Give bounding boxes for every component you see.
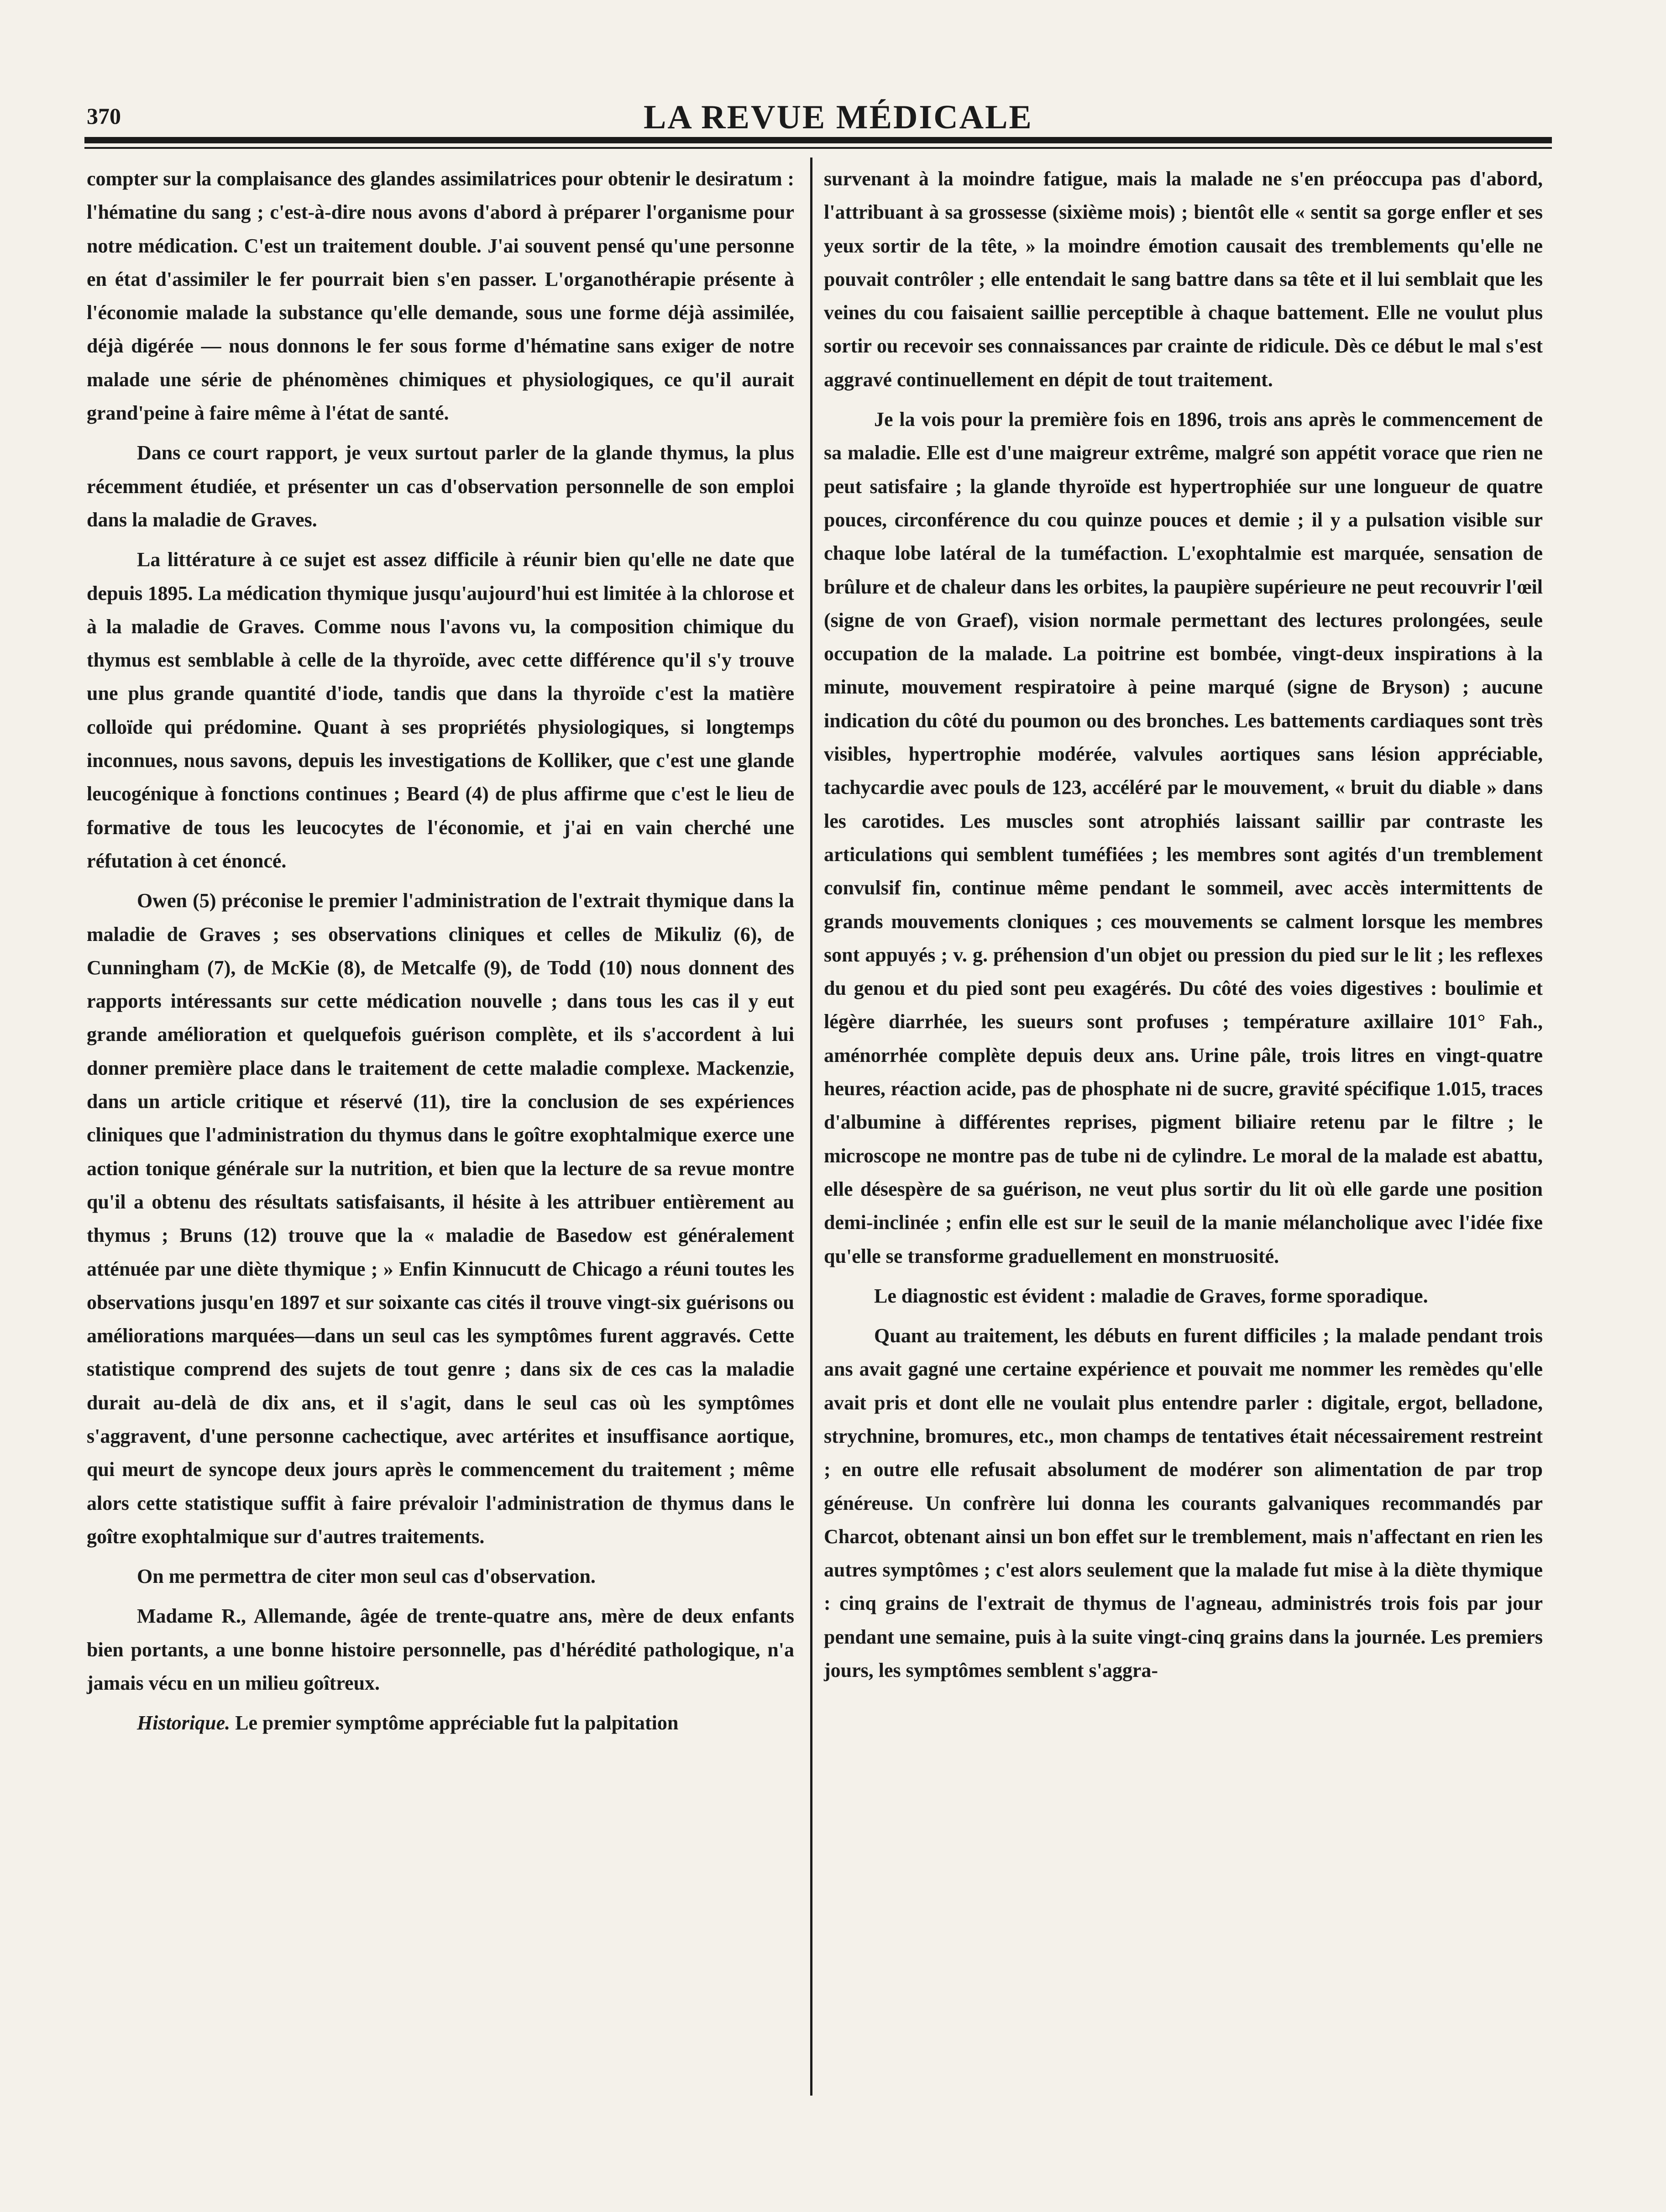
paragraph: Dans ce court rapport, je veux surtout parler de la glande thymus, la plus récemment étudiée, et présenter un cas d'observation personnelle de son emploi dans la maladie de Graves. (87, 441, 794, 531)
paragraph: survenant à la moindre fatigue, mais la malade ne s'en préoccupa pas d'abord, l'attribuant à sa grossesse (sixième mois) ; bientôt elle « sentit sa gorge enfler et ses yeux sortir de la tête, » la moindre émotion causait des tremblements qu'elle ne pouvait contrôler ; elle entendait le sang battre dans sa tête et il lui semblait que les veines du cou faisaient saillie perceptible à chaque battement. Elle ne voulut plus sortir ou recevoir ses connaissances par crainte de ridicule. Dès ce début le mal s'est aggravé continuellement en dépit de tout traitement. (824, 168, 1543, 391)
running-title: LA REVUE MÉDICALE (644, 99, 1033, 136)
paragraph: La littérature à ce sujet est assez difficile à réunir bien qu'elle ne date que depuis 1895. La médication thymique jusqu'aujourd'hui est limitée à la chlorose et à la maladie de Graves. Comme nous l'avons vu, la composition chimique du thymus est semblable à celle de la thyroïde, avec cette différence qu'il s'y trouve une plus grande quantité d'iode, tandis que dans la thyroïde c'est la matière colloïde qui prédomine. Quant à ses propriétés physiologiques, si longtemps inconnues, nous savons, depuis les investigations de Kolliker, que c'est une glande leucogénique à fonctions continues ; Beard (4) de plus affirme que c'est le lieu de formative de tous les leucocytes de l'économie, et j'ai en vain cherché une réfutation à cet énoncé. (87, 548, 794, 872)
header-rule-thick (84, 137, 1552, 143)
paragraph: compter sur la complaisance des glandes assimilatrices pour obtenir le desiratum : l'hématine du sang ; c'est-à-dire nous avons d'abord à préparer l'organisme pour notre médication. C'est un traitement double. J'ai souvent pensé qu'une personne en état d'assimiler le fer pourrait bien s'en passer. L'organothérapie présente à l'économie malade la substance qu'elle demande, sous une forme déjà assimilée, déjà digérée — nous donnons le fer sous forme d'hématine sans exiger de notre malade une série de phénomènes chimiques et physiologiques, ce qu'il aurait grand'peine à faire même à l'état de santé. (87, 168, 794, 425)
paragraph: On me permettra de citer mon seul cas d'observation. (137, 1565, 596, 1588)
paragraph: Owen (5) préconise le premier l'administration de l'extrait thymique dans la maladie de Graves ; ses observations cliniques et celles de Mikuliz (6), de Cunningham (7), de McKie (8), de Metcalfe (9), de Todd (10) nous donnent des rapports intéressants sur cette médication nouvelle ; dans tous les cas il y eut grande amélioration et quelquefois guérison complète, et ils s'accordent à lui donner première place dans le traitement de cette maladie complexe. Mackenzie, dans un article critique et réservé (11), tire la conclusion de ses expériences cliniques que l'administration du thymus dans le goître exophtalmique exerce une action tonique générale sur la nutrition, et bien que la lecture de sa revue montre qu'il a obtenu des résultats satisfaisants, il hésite à les attribuer entièrement au thymus ; Bruns (12) trouve que la « maladie de Basedow est généralement atténuée par une diète thymique ; » Enfin Kinnucutt de Chicago a réuni toutes les observations jusqu'en 1897 et sur soixante cas cités il trouve vingt-six guérisons ou améliorations marquées—dans un seul cas les symptômes furent aggravés. Cette statistique comprend des sujets de tout genre ; dans six de ces cas la maladie durait au-delà de dix ans, et il s'agit, dans le seul cas où les symptômes s'aggravent, d'une personne cachectique, avec artérites et insuffisance aortique, qui meurt de syncope deux jours après le commencement du traitement ; même alors cette statistique suffit à faire prévaloir l'administration de thymus dans le goître exophtalmique sur d'autres traitements. (87, 889, 794, 1548)
column-divider (810, 158, 812, 2096)
paragraph: Le diagnostic est évident : maladie de Graves, forme sporadique. (874, 1284, 1428, 1307)
page-header (87, 98, 1552, 135)
paragraph-lead: Historique. (137, 1712, 231, 1734)
paragraph (87, 1706, 794, 1739)
right-column (824, 162, 1543, 1693)
header-rule-thin (84, 147, 1552, 149)
paragraph: Madame R., Allemande, âgée de trente-quatre ans, mère de deux enfants bien portants, a une bonne histoire personnelle, pas d'hérédité pathologique, n'a jamais vécu en un milieu goîtreux. (87, 1605, 794, 1695)
paragraph: Quant au traitement, les débuts en furent difficiles ; la malade pendant trois ans avait gagné une certaine expérience et pouvait me nommer les remèdes qu'elle avait pris et dont elle ne voulait plus entendre parler : digitale, ergot, belladone, strychnine, bromures, etc., mon champs de tentatives était nécessairement restreint ; en outre elle refusait absolument de modérer son alimentation de par trop généreuse. Un confrère lui donna les courants galvaniques recommandés par Charcot, obtenant ainsi un bon effet sur le tremblement, mais n'affectant en rien les autres symptômes ; c'est alors seulement que la malade fut mise à la diète thymique : cinq grains de l'extrait de thymus de l'agneau, administrés trois fois par jour pendant une semaine, puis à la suite vingt-cinq grains dans la journée. Les premiers jours, les symptômes semblent s'aggra- (824, 1324, 1543, 1682)
paragraph-text: Le premier symptôme appréciable fut la palpitation (230, 1712, 679, 1734)
page-number: 370 (87, 103, 121, 129)
paragraph: Je la vois pour la première fois en 1896, trois ans après le commencement de sa maladie. Elle est d'une maigreur extrême, malgré son appétit vorace que rien ne peut satisfaire ; la glande thyroïde est hypertrophiée sur une longueur de quatre pouces, circonférence du cou quinze pouces et demie ; il y a pulsation visible sur chaque lobe latéral de la tuméfaction. L'exophtalmie est marquée, sensation de brûlure et de chaleur dans les orbites, la paupière supérieure ne peut recouvrir l'œil (signe de von Graef), vision normale permettant des lectures prolongées, seule occupation de la malade. La poitrine est bombée, vingt-deux inspirations à la minute, mouvement respiratoire à peine marqué (signe de Bryson) ; aucune indication du côté du poumon ou des bronches. Les battements cardiaques sont très visibles, hypertrophie modérée, valvules aortiques sans lésion appréciable, tachycardie avec pouls de 123, accéléré par le mouvement, « bruit du diable » dans les carotides. Les muscles sont atrophiés laissant saillir par contraste les articulations qui semblent tuméfiées ; les membres sont agités d'un tremblement convulsif fin, continue même pendant le sommeil, avec accès intermittents de grands mouvements cloniques ; ces mouvements se calment lorsque les membres sont appuyés ; v. g. préhension d'un objet ou pression du pied sur le lit ; les reflexes du genou et du pied sont peu exagérés. Du côté des voies digestives : boulimie et légère diarrhée, les sueurs sont profuses ; température axillaire 101° Fah., aménorrhée complète depuis deux ans. Urine pâle, trois litres en vingt-quatre heures, réaction acide, pas de phosphate ni de sucre, gravité spécifique 1.015, traces d'albumine à différentes reprises, pigment biliaire retenu par le filtre ; le microscope ne montre pas de tube ni de cylindre. Le moral de la malade est abattu, elle désespère de sa guérison, ne veut plus sortir du lit où elle garde une position demi-inclinée ; enfin elle est sur le seuil de la manie mélancholique avec l'idée fixe qu'elle se transforme graduellement en monstruosité. (824, 408, 1543, 1267)
left-column (87, 162, 794, 1746)
